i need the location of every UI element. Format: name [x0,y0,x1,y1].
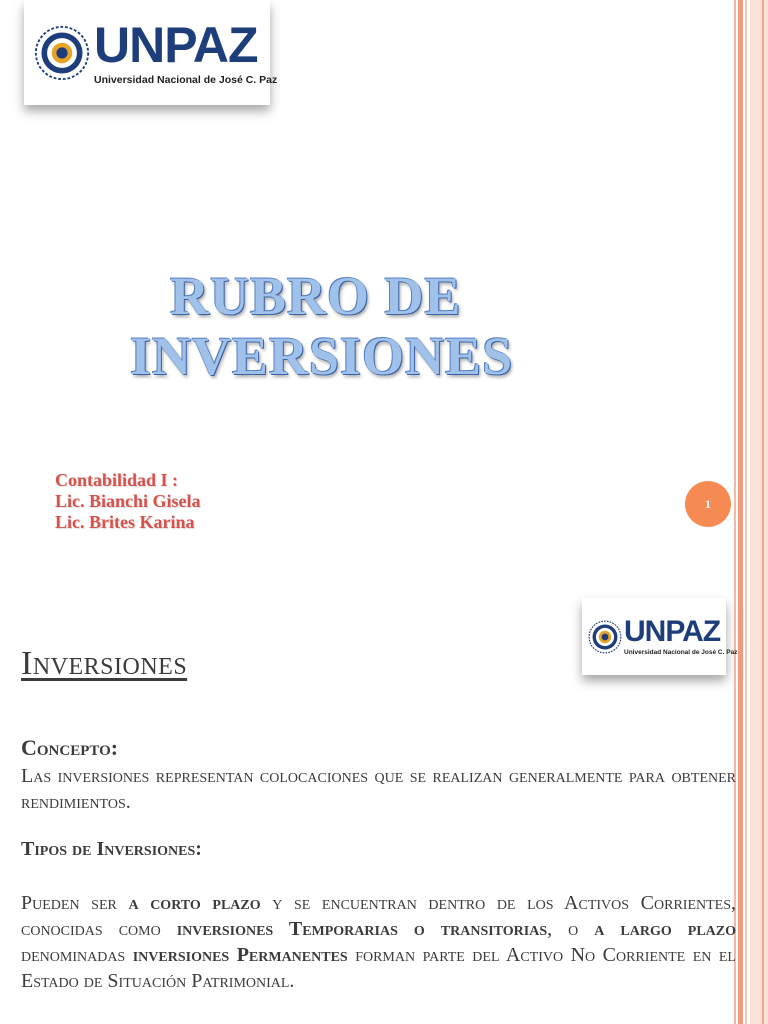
decor-stripe [745,0,747,1024]
slide-title: RUBRO DE INVERSIONES [130,266,514,386]
logo-wordmark: UNPAZ [624,615,721,648]
university-logo [24,0,278,105]
decor-stripe [734,0,736,1024]
concepto-heading: Concepto: [21,735,119,760]
decor-stripe [738,0,743,1024]
university-seal-icon [34,25,90,81]
section-title: Inversiones [21,645,188,682]
concepto-text: Las inversiones representan colocaciones que se realizan generalmente para obtener rendimientos. [21,765,736,813]
decor-stripe [762,0,764,1024]
tipos-heading: Tipos de Inversiones: [21,838,202,860]
tipos-text: Pueden ser a corto plazo y se encuentran dentro de los Activos Corrientes, conocidas como inversiones Temporarias o transitorias, o a largo plazo denominadas inversiones Permanentes forman parte del Activo No Corriente en el Estado de Situación Patrimonial. [21,892,737,992]
author-block [55,470,201,533]
university-seal-icon [588,620,622,654]
logo-subtitle: Universidad Nacional de José C. Paz [624,649,738,656]
university-logo [582,598,738,675]
course-label: Contabilidad I : [55,470,179,490]
decor-stripe [750,0,768,1024]
logo-wordmark: UNPAZ [94,16,258,73]
author-name: Lic. Bianchi Gisela [55,491,201,511]
page-number-badge: 1 [685,481,731,527]
logo-subtitle: Universidad Nacional de José C. Paz [94,73,278,86]
author-name: Lic. Brites Karina [55,512,195,532]
